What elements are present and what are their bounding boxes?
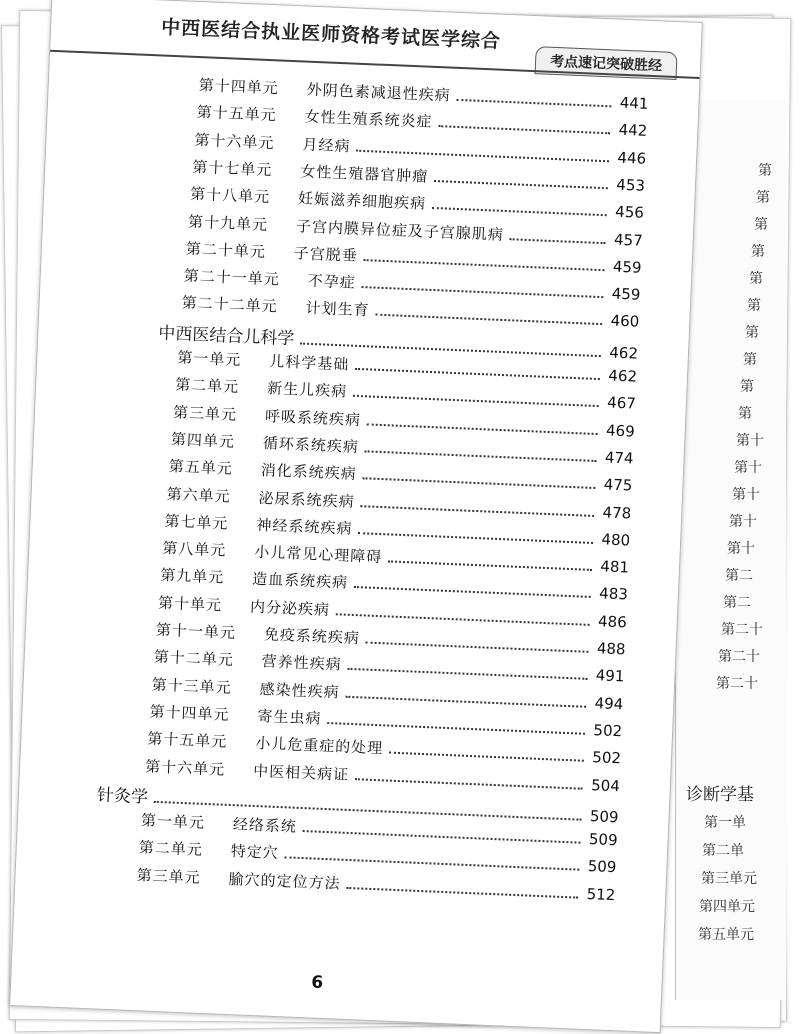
back-page-unit-fragment: 第	[745, 325, 759, 341]
dot-leader	[364, 258, 605, 271]
unit-topic: 免疫系统疾病	[263, 625, 361, 648]
back-page-sub-unit: 第三单元	[701, 871, 757, 887]
unit-label: 第八单元	[162, 539, 227, 560]
page-ref: 483	[598, 584, 629, 604]
page-ref: 478	[602, 502, 632, 523]
back-page-unit-fragment: 第十	[736, 433, 764, 449]
page-ref: 509	[588, 830, 618, 850]
page-ref: 462	[608, 343, 639, 363]
unit-label: 第五单元	[168, 457, 234, 478]
dot-leader	[375, 313, 602, 326]
unit-topic: 小儿危重症的处理	[254, 734, 384, 758]
dot-leader	[510, 237, 606, 244]
unit-label: 第七单元	[164, 511, 229, 533]
back-page-unit-fragment: 第二十	[716, 676, 758, 692]
page-ref: 459	[611, 284, 641, 304]
page-number: 6	[310, 972, 324, 994]
dot-leader	[362, 476, 595, 489]
page-ref: 462	[608, 366, 638, 386]
unit-topic: 特定穴	[230, 842, 280, 863]
unit-topic: 计划生育	[305, 299, 370, 320]
unit-label: 第十六单元	[144, 756, 226, 779]
page-ref: 446	[617, 148, 647, 168]
back-page-sub-unit: 第四单元	[699, 899, 755, 915]
page-ref: 480	[601, 530, 631, 550]
page-ref: 502	[593, 721, 623, 741]
unit-topic: 经络系统	[232, 815, 298, 836]
back-page-unit-fragment: 第	[738, 406, 752, 422]
unit-label: 第十七单元	[192, 157, 273, 180]
page-ref: 486	[597, 611, 628, 632]
unit-label: 第十单元	[157, 593, 223, 615]
dot-leader	[361, 285, 603, 298]
section-title: 中西医结合儿科学	[157, 323, 295, 349]
back-page-sub-unit: 第五单元	[698, 927, 754, 943]
unit-label: 第十一单元	[155, 620, 237, 643]
unit-topic: 外阴色素减退性疾病	[306, 80, 452, 105]
dot-leader	[358, 531, 593, 544]
page-ref: 457	[613, 230, 644, 250]
section-title: 针灸学	[96, 785, 149, 808]
back-page-unit-fragment: 第十	[727, 541, 755, 557]
unit-topic: 腧穴的定位方法	[228, 869, 341, 893]
unit-topic: 感染性疾病	[259, 679, 340, 702]
unit-label: 第二单元	[138, 838, 204, 860]
unit-topic: 女性生殖器官肿瘤	[299, 162, 429, 186]
unit-label: 第十四单元	[198, 76, 280, 98]
unit-label: 第二十一单元	[183, 266, 281, 289]
unit-topic: 内分泌疾病	[249, 597, 331, 619]
dot-leader	[336, 612, 590, 626]
dot-leader	[434, 179, 608, 189]
dot-leader	[367, 422, 598, 435]
page-ref: 504	[590, 775, 621, 795]
dot-leader	[347, 667, 587, 680]
unit-topic: 子宫脱垂	[293, 243, 359, 265]
back-page-unit-fragment: 第二	[725, 568, 753, 584]
unit-topic: 造血系统疾病	[251, 570, 349, 593]
dot-leader	[346, 886, 578, 899]
page-ref: 502	[592, 748, 622, 768]
back-page-unit-fragment: 第二十	[718, 649, 760, 665]
unit-label: 第一单元	[140, 811, 206, 833]
back-page-unit-fragment: 第十	[734, 460, 762, 476]
unit-label: 第十五单元	[147, 729, 228, 751]
page-ref: 509	[587, 857, 617, 877]
unit-topic: 不孕症	[307, 271, 357, 292]
back-page-unit-fragment: 第	[747, 298, 761, 314]
dot-leader	[360, 504, 594, 517]
unit-label: 第二十二单元	[181, 293, 278, 316]
unit-label: 第十二单元	[153, 647, 235, 670]
back-page-sub-unit: 第一单	[704, 815, 746, 831]
unit-label: 第二十单元	[185, 239, 267, 261]
unit-label: 第十九单元	[187, 212, 269, 234]
unit-topic: 循环系统疾病	[262, 433, 360, 456]
back-page-unit-fragment: 第	[754, 217, 768, 233]
unit-topic: 小儿常见心理障碍	[253, 542, 383, 567]
page-ref: 509	[589, 806, 619, 827]
back-page-unit-fragment: 第	[758, 163, 772, 179]
back-page-unit-fragment: 第	[749, 271, 763, 287]
unit-topic: 消化系统疾病	[260, 461, 358, 484]
back-page-unit-fragment: 第二	[723, 595, 751, 611]
dot-leader	[355, 777, 583, 790]
page-ref: 491	[595, 666, 625, 686]
back-page-unit-fragment: 第	[756, 190, 770, 206]
main-page	[9, 0, 703, 1033]
unit-topic: 营养性疾病	[261, 652, 343, 674]
back-page-unit-fragment: 第	[743, 352, 757, 368]
dot-leader	[432, 206, 607, 216]
page-ref: 460	[610, 311, 640, 332]
unit-topic: 女性生殖系统炎症	[304, 107, 433, 132]
page-ref: 469	[605, 421, 636, 441]
dot-leader	[438, 124, 610, 134]
page-ref: 459	[612, 257, 642, 277]
unit-label: 第十五单元	[196, 103, 278, 125]
unit-topic: 新生儿疾病	[266, 379, 348, 401]
back-page-unit-fragment: 第	[740, 379, 754, 395]
unit-topic: 妊娠滋养细胞疾病	[297, 189, 427, 213]
unit-topic: 寄生虫病	[257, 706, 322, 728]
back-page-unit-fragment: 第二十	[721, 622, 763, 638]
unit-label: 第三单元	[136, 865, 202, 887]
dot-leader	[388, 559, 592, 571]
back-page-unit-fragment: 第十	[729, 514, 757, 530]
book-subtitle-badge: 考点速记突破胜经	[535, 46, 678, 80]
dot-leader	[356, 148, 609, 162]
unit-label: 第十三单元	[151, 675, 233, 697]
unit-topic: 月经病	[302, 135, 351, 156]
page-ref: 488	[596, 639, 626, 659]
page-ref: 512	[586, 884, 616, 904]
page-ref: 475	[603, 475, 633, 495]
dot-leader	[327, 721, 585, 735]
page-ref: 494	[594, 693, 624, 713]
dot-leader	[345, 694, 586, 707]
page-ref: 474	[604, 448, 634, 468]
back-page-heading: 诊断学基	[686, 785, 754, 805]
unit-label: 第一单元	[177, 348, 242, 370]
page-ref: 456	[614, 202, 645, 222]
unit-label: 第三单元	[172, 402, 238, 424]
dot-leader	[389, 751, 584, 762]
page-header	[30, 3, 703, 80]
dot-leader	[303, 829, 581, 844]
dot-leader	[366, 641, 589, 653]
page-ref: 481	[600, 557, 630, 577]
dot-leader	[353, 394, 599, 407]
unit-topic: 呼吸系统疾病	[264, 406, 362, 429]
unit-label: 第六单元	[166, 484, 232, 506]
unit-topic: 子宫内膜异位症及子宫腺肌病	[295, 216, 505, 244]
dot-leader	[456, 98, 611, 108]
dot-leader	[365, 449, 597, 462]
back-page-unit-fragment: 第十	[732, 487, 760, 503]
page-ref: 442	[618, 120, 648, 141]
unit-topic: 中医相关病证	[252, 761, 350, 784]
unit-topic: 儿科学基础	[268, 352, 350, 374]
back-page-sub-unit: 第二单	[702, 843, 744, 859]
unit-label: 第二单元	[174, 375, 240, 397]
page-ref: 467	[606, 393, 637, 413]
unit-topic: 神经系统疾病	[256, 515, 353, 538]
unit-label: 第九单元	[159, 566, 225, 587]
book-title: 中西医结合执业医师资格考试医学综合	[160, 16, 502, 53]
unit-label: 第十八单元	[189, 184, 271, 207]
unit-topic: 泌尿系统疾病	[258, 488, 355, 511]
unit-label: 第十六单元	[194, 130, 275, 152]
dot-leader	[354, 585, 591, 598]
unit-label: 第四单元	[170, 430, 236, 451]
dot-leader	[355, 367, 600, 380]
unit-label: 第十四单元	[149, 702, 230, 724]
page-ref: 453	[616, 175, 646, 195]
dot-leader	[285, 856, 580, 871]
page-ref: 441	[619, 93, 649, 113]
back-page-unit-fragment: 第	[751, 244, 765, 260]
